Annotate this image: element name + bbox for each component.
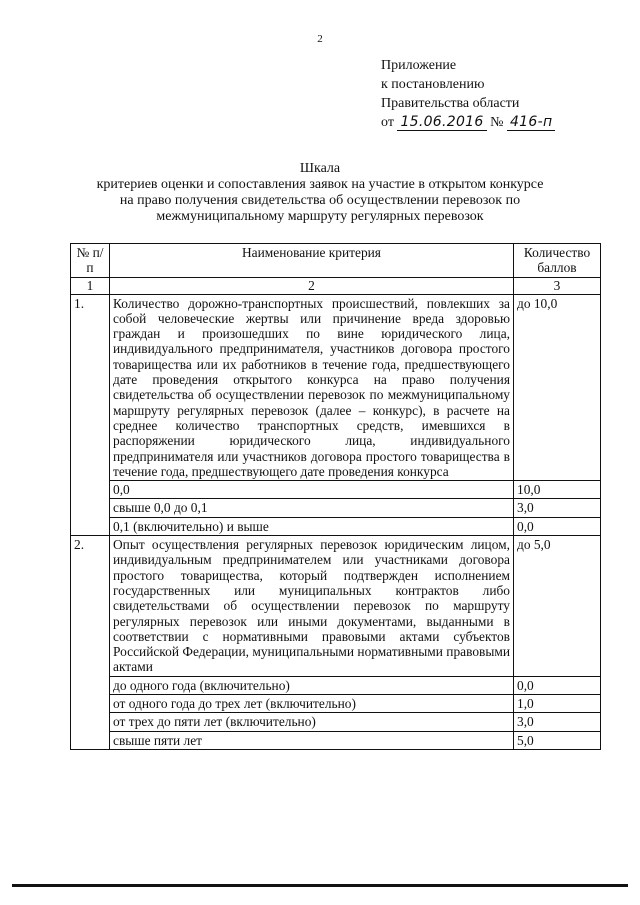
column-number: 3 (514, 277, 601, 294)
table-row (71, 731, 601, 749)
option-score: 0,0 (514, 676, 601, 694)
option-label: 0,1 (включительно) и выше (110, 517, 514, 535)
option-label: от трех до пяти лет (включительно) (110, 713, 514, 731)
title-line-1: Шкала (299, 161, 341, 176)
number-prefix: № (490, 115, 504, 130)
handwritten-date: 15.06.2016 (397, 115, 486, 131)
column-number: 1 (71, 277, 110, 294)
option-label: до одного года (включительно) (110, 676, 514, 694)
criterion-number: 1. (71, 294, 110, 535)
page-number: 2 (317, 33, 323, 45)
criterion-text: Количество дорожно-транспортных происшествий, повлекших за собой человеческие жертвы или причинение вреда здоровью граждан и произошедших по вине юридического лица, индивидуального предпринимателя, участников договора простого товарищества или их работников в течение года, предшествующего дате проведения открытого конкурса на право получения свидетельства об осуществлении перевозок по межмуниципальному маршруту регулярных перевозок (далее – конкурс), в расчете на среднее количество транспортных средств, имевшихся в распоряжении юридического лица, индивидуального предпринимателя или участников договора простого товарищества в течение года, предшествующего дате проведения конкурса (110, 294, 514, 481)
criteria-table (70, 243, 601, 750)
table-row (71, 676, 601, 694)
header-name: Наименование критерия (110, 244, 514, 278)
appendix-line-2: к постановлению (381, 77, 485, 92)
option-score: 3,0 (514, 713, 601, 731)
criterion-max-score: до 10,0 (514, 294, 601, 481)
table-row (71, 695, 601, 713)
title-line-3: на право получения свидетельства об осуществлении перевозок по (119, 193, 521, 208)
title-line-2: критериев оценки и сопоставления заявок на участие в открытом конкурсе (96, 177, 544, 192)
criterion-max-score: до 5,0 (514, 536, 601, 677)
option-score: 10,0 (514, 481, 601, 499)
table-header-row (71, 244, 601, 278)
column-number-row (71, 277, 601, 294)
option-score: 3,0 (514, 499, 601, 517)
appendix-line-1: Приложение (381, 58, 457, 73)
option-label: свыше 0,0 до 0,1 (110, 499, 514, 517)
appendix-block (381, 56, 555, 132)
handwritten-number: 416-п (507, 115, 555, 131)
appendix-date-line (381, 113, 555, 132)
criterion-text: Опыт осуществления регулярных перевозок юридическим лицом, индивидуальным предпринимателем или участниками договора простого товарищества, который подтвержден исполнением государственных или муниципальных контрактов либо свидетельствами об осуществлении перевозок по маршруту регулярных перевозок или иными документами, выданными в соответствии с нормативными правовыми актами субъектов Российской Федерации, муниципальными нормативными правовыми актами (110, 536, 514, 677)
option-score: 5,0 (514, 731, 601, 749)
title-line-4: межмуниципальному маршруту регулярных перевозок (156, 209, 484, 224)
table-row (71, 481, 601, 499)
criterion-number: 2. (71, 536, 110, 750)
table-row (71, 517, 601, 535)
column-number: 2 (110, 277, 514, 294)
date-prefix: от (381, 115, 394, 130)
option-score: 0,0 (514, 517, 601, 535)
appendix-line-3: Правительства области (381, 96, 520, 111)
option-label: свыше пяти лет (110, 731, 514, 749)
option-label: 0,0 (110, 481, 514, 499)
option-label: от одного года до трех лет (включительно) (110, 695, 514, 713)
page-bottom-rule (12, 884, 628, 887)
table-row (71, 536, 601, 677)
table-row (71, 499, 601, 517)
table-row (71, 294, 601, 481)
header-score: Количество баллов (514, 244, 601, 278)
table-row (71, 713, 601, 731)
document-title (0, 161, 640, 225)
header-num: № п/п (71, 244, 110, 278)
option-score: 1,0 (514, 695, 601, 713)
